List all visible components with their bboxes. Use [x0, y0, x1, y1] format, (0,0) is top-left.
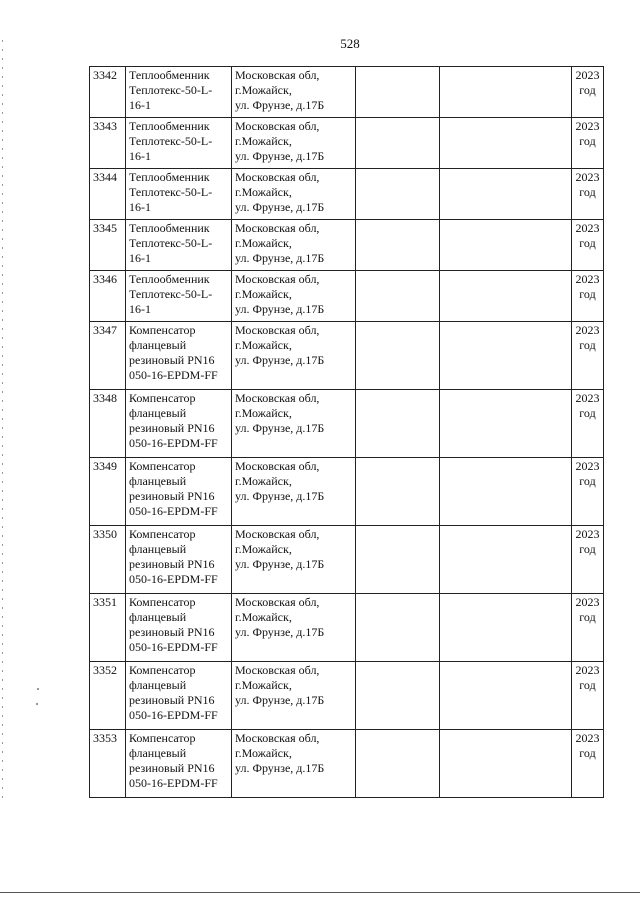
- cell-address: Московская обл, г.Можайск, ул. Фрунзе, д.17Б: [232, 118, 356, 169]
- cell-empty: [356, 322, 440, 390]
- cell-address: Московская обл, г.Можайск, ул. Фрунзе, д.17Б: [232, 169, 356, 220]
- cell-number: 3342: [90, 67, 126, 118]
- table-row: [90, 594, 604, 662]
- cell-number: 3350: [90, 526, 126, 594]
- cell-address: Московская обл, г.Можайск, ул. Фрунзе, д.17Б: [232, 662, 356, 730]
- cell-address: Московская обл, г.Можайск, ул. Фрунзе, д.17Б: [232, 271, 356, 322]
- cell-number: 3352: [90, 662, 126, 730]
- cell-equipment-name: Компенсатор фланцевый резиновый PN16 050-16-EPDM-FF: [126, 526, 232, 594]
- table-row: [90, 220, 604, 271]
- cell-empty: [440, 322, 572, 390]
- table-row: [90, 662, 604, 730]
- cell-empty: [440, 271, 572, 322]
- cell-year: 2023 год: [572, 526, 604, 594]
- scan-edge-artifact: [2, 40, 3, 800]
- cell-address: Московская обл, г.Можайск, ул. Фрунзе, д.17Б: [232, 730, 356, 798]
- cell-address: Московская обл, г.Можайск, ул. Фрунзе, д.17Б: [232, 67, 356, 118]
- table-row: [90, 526, 604, 594]
- cell-equipment-name: Компенсатор фланцевый резиновый PN16 050-16-EPDM-FF: [126, 730, 232, 798]
- cell-empty: [440, 118, 572, 169]
- cell-equipment-name: Теплообменник Теплотекс-50-L- 16-1: [126, 271, 232, 322]
- cell-empty: [356, 390, 440, 458]
- cell-year: 2023 год: [572, 594, 604, 662]
- cell-number: 3343: [90, 118, 126, 169]
- cell-equipment-name: Компенсатор фланцевый резиновый PN16 050-16-EPDM-FF: [126, 662, 232, 730]
- scan-speck: [37, 688, 39, 690]
- table-row: [90, 169, 604, 220]
- cell-year: 2023 год: [572, 458, 604, 526]
- cell-empty: [440, 594, 572, 662]
- cell-empty: [440, 458, 572, 526]
- cell-empty: [356, 730, 440, 798]
- cell-number: 3346: [90, 271, 126, 322]
- table-row: [90, 390, 604, 458]
- cell-empty: [440, 220, 572, 271]
- cell-empty: [356, 220, 440, 271]
- cell-number: 3349: [90, 458, 126, 526]
- cell-empty: [356, 118, 440, 169]
- cell-equipment-name: Компенсатор фланцевый резиновый PN16 050-16-EPDM-FF: [126, 458, 232, 526]
- cell-address: Московская обл, г.Можайск, ул. Фрунзе, д.17Б: [232, 390, 356, 458]
- cell-empty: [440, 730, 572, 798]
- page-number: 528: [340, 36, 360, 51]
- cell-address: Московская обл, г.Можайск, ул. Фрунзе, д.17Б: [232, 458, 356, 526]
- cell-number: 3344: [90, 169, 126, 220]
- cell-year: 2023 год: [572, 322, 604, 390]
- cell-empty: [440, 390, 572, 458]
- table-body: [90, 67, 604, 798]
- cell-equipment-name: Компенсатор фланцевый резиновый PN16 050-16-EPDM-FF: [126, 322, 232, 390]
- cell-empty: [440, 526, 572, 594]
- cell-address: Московская обл, г.Можайск, ул. Фрунзе, д.17Б: [232, 594, 356, 662]
- cell-year: 2023 год: [572, 220, 604, 271]
- scan-speck: [36, 703, 38, 705]
- table-row: [90, 67, 604, 118]
- asset-registry-table: [89, 66, 604, 798]
- cell-year: 2023 год: [572, 271, 604, 322]
- cell-empty: [356, 67, 440, 118]
- cell-empty: [356, 458, 440, 526]
- cell-empty: [356, 526, 440, 594]
- cell-empty: [356, 662, 440, 730]
- cell-empty: [356, 271, 440, 322]
- cell-empty: [440, 169, 572, 220]
- cell-empty: [440, 662, 572, 730]
- table-row: [90, 730, 604, 798]
- cell-address: Московская обл, г.Можайск, ул. Фрунзе, д.17Б: [232, 526, 356, 594]
- cell-equipment-name: Теплообменник Теплотекс-50-L- 16-1: [126, 169, 232, 220]
- cell-equipment-name: Теплообменник Теплотекс-50-L- 16-1: [126, 220, 232, 271]
- cell-empty: [440, 67, 572, 118]
- cell-equipment-name: Компенсатор фланцевый резиновый PN16 050-16-EPDM-FF: [126, 390, 232, 458]
- cell-year: 2023 год: [572, 390, 604, 458]
- cell-year: 2023 год: [572, 118, 604, 169]
- cell-empty: [356, 594, 440, 662]
- cell-number: 3353: [90, 730, 126, 798]
- cell-empty: [356, 169, 440, 220]
- cell-number: 3347: [90, 322, 126, 390]
- cell-year: 2023 год: [572, 730, 604, 798]
- table-row: [90, 118, 604, 169]
- cell-equipment-name: Теплообменник Теплотекс-50-L- 16-1: [126, 67, 232, 118]
- cell-equipment-name: Компенсатор фланцевый резиновый PN16 050-16-EPDM-FF: [126, 594, 232, 662]
- cell-number: 3348: [90, 390, 126, 458]
- cell-year: 2023 год: [572, 169, 604, 220]
- cell-address: Московская обл, г.Можайск, ул. Фрунзе, д.17Б: [232, 322, 356, 390]
- cell-address: Московская обл, г.Можайск, ул. Фрунзе, д.17Б: [232, 220, 356, 271]
- cell-year: 2023 год: [572, 67, 604, 118]
- cell-number: 3345: [90, 220, 126, 271]
- table-row: [90, 458, 604, 526]
- scan-bottom-edge: [0, 892, 640, 893]
- table-row: [90, 271, 604, 322]
- cell-number: 3351: [90, 594, 126, 662]
- cell-year: 2023 год: [572, 662, 604, 730]
- cell-equipment-name: Теплообменник Теплотекс-50-L- 16-1: [126, 118, 232, 169]
- table-row: [90, 322, 604, 390]
